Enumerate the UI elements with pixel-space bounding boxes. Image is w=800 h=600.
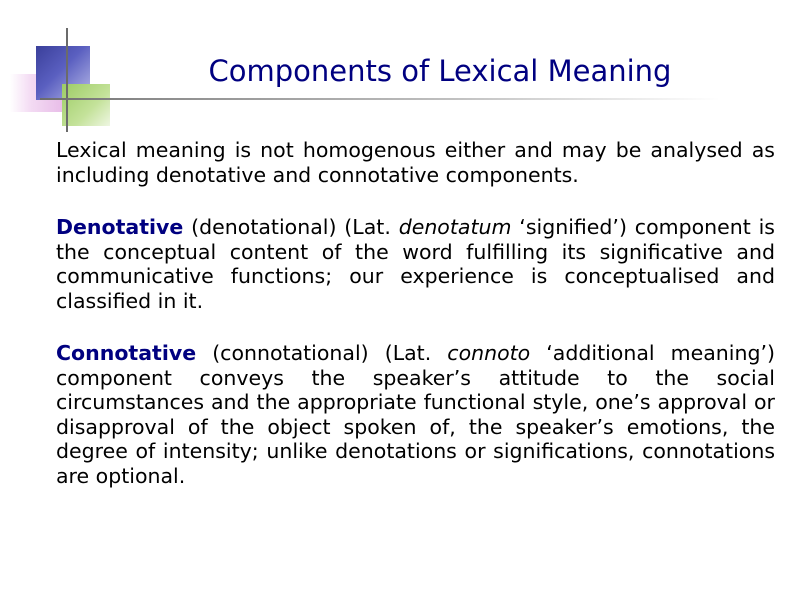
slide-body	[56, 138, 775, 516]
latin-connoto: connoto	[447, 341, 531, 365]
denotative-post-text: ‘signified’) component is the conceptual content of the word fulfilling its significative and communicative functions; our experience is conceptualised and classified in it.	[56, 215, 775, 313]
paragraph-connotative	[56, 341, 775, 488]
term-denotative: Denotative	[56, 215, 184, 239]
decorative-green-square	[62, 84, 110, 126]
paragraph-intro-text: Lexical meaning is not homogenous either and may be analysed as including denotative and connotative components.	[56, 138, 775, 187]
denotative-pre-text: (denotational) (Lat.	[183, 215, 399, 239]
paragraph-denotative	[56, 215, 775, 313]
connotative-pre-text: (connotational) (Lat.	[196, 341, 448, 365]
connotative-post-text: ‘additional meaning’) component conveys the speaker’s attitude to the social circumstances and the appropriate functional style, one’s approval or disapproval of the object spoken of, the speaker’s emotions, the degree of intensity; unlike denotations or significations, connotations are optional.	[56, 341, 775, 488]
slide-title: Components of Lexical Meaning	[208, 54, 672, 88]
decorative-horizontal-line	[40, 98, 720, 100]
decorative-vertical-line	[66, 28, 68, 132]
paragraph-intro	[56, 138, 775, 187]
term-connotative: Connotative	[56, 341, 197, 365]
latin-denotatum: denotatum	[398, 215, 512, 239]
